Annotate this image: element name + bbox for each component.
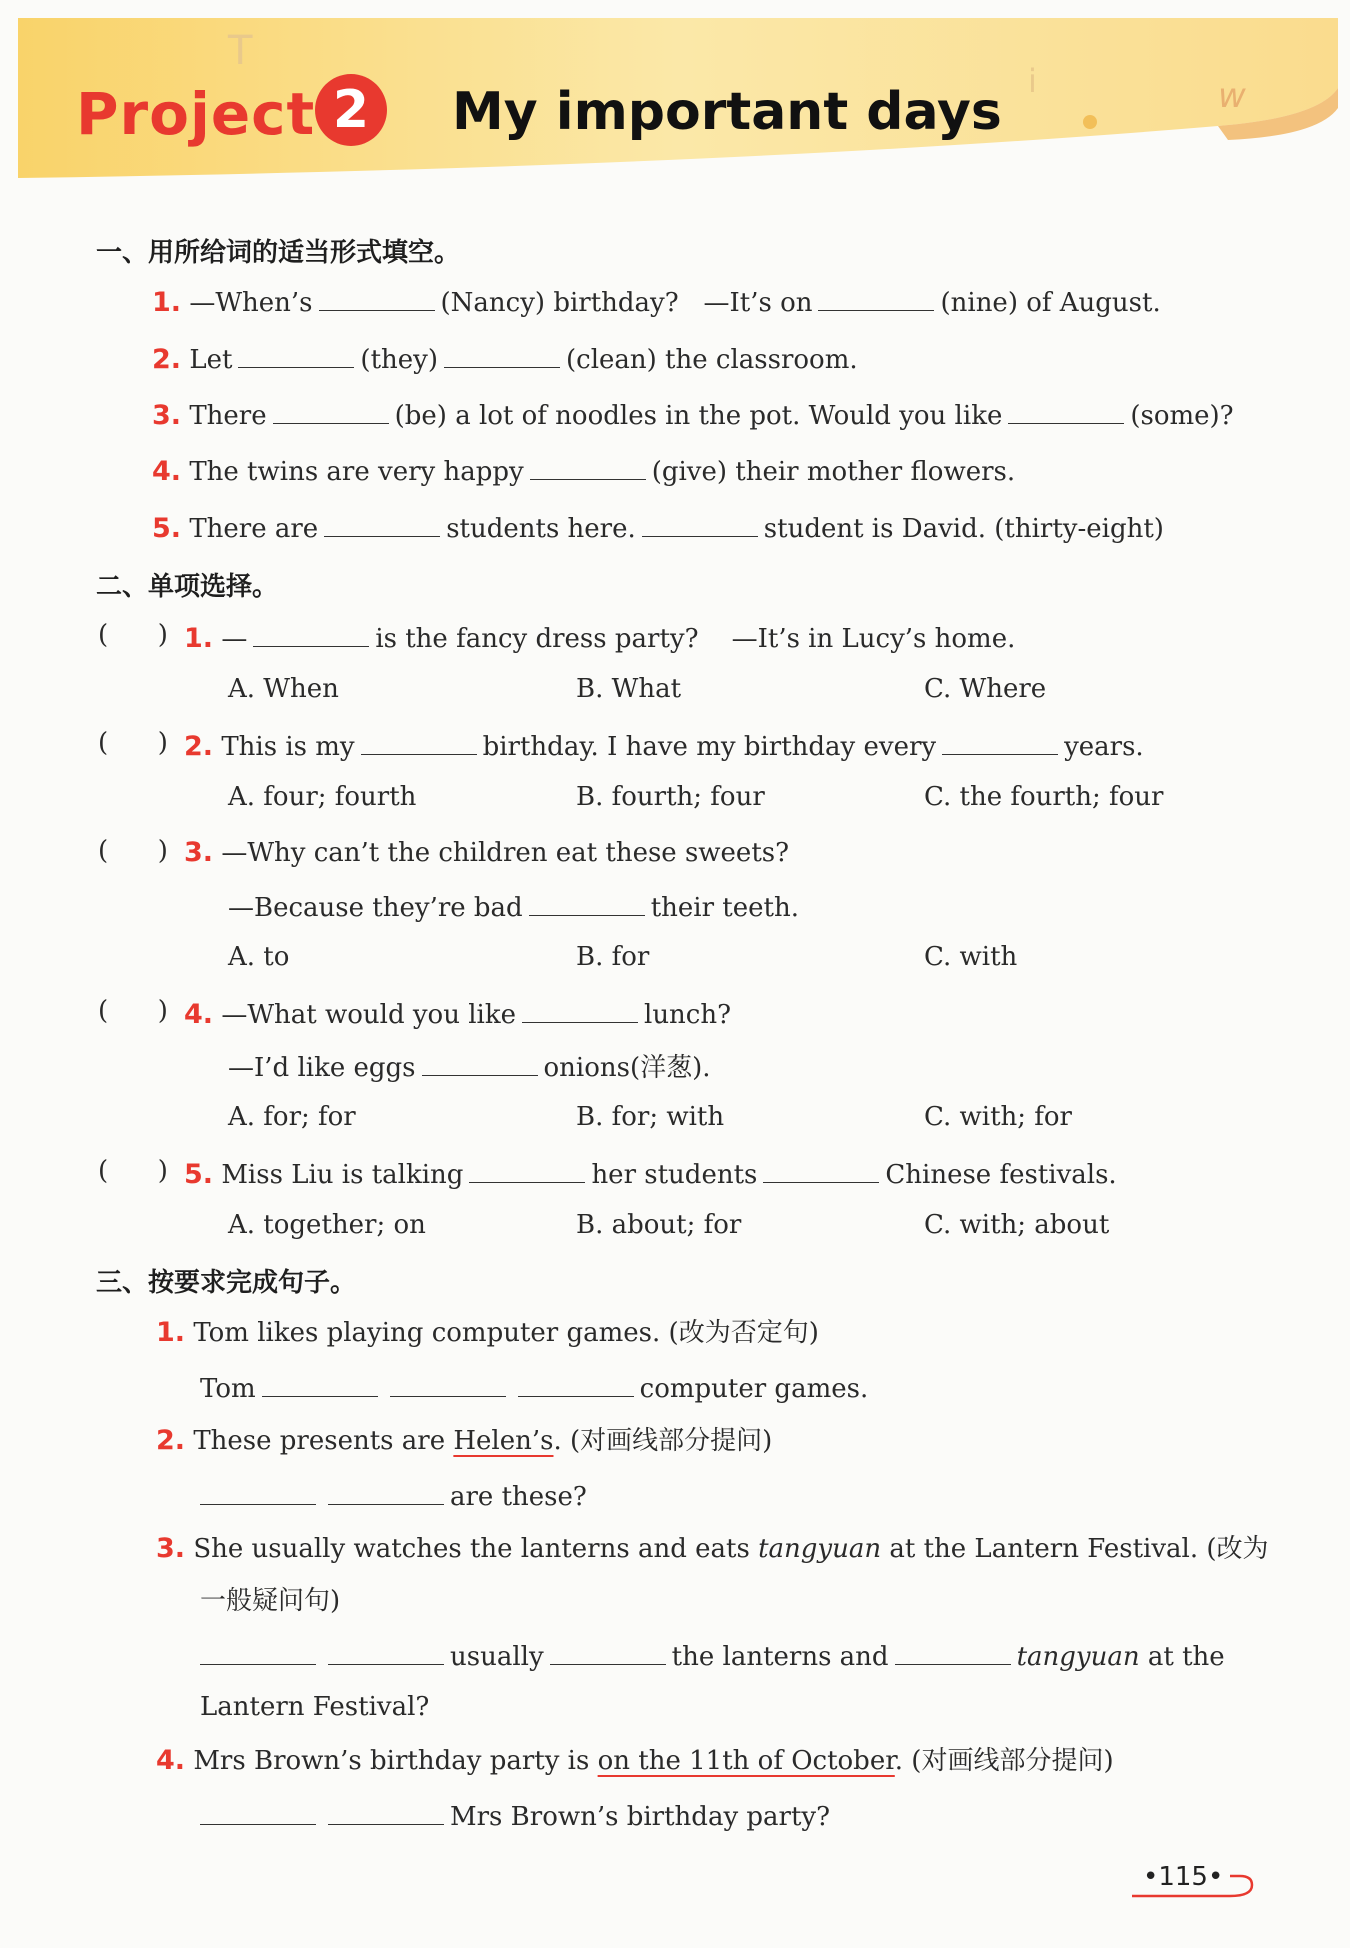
- answer-blank[interactable]: [200, 1638, 316, 1665]
- s3-item-3-answer-line2: Lantern Festival?: [200, 1692, 430, 1722]
- item-text: (give) their mother flowers.: [651, 457, 1016, 487]
- answer-blank[interactable]: [530, 453, 646, 480]
- item-text: student is David. (thirty-eight): [763, 514, 1164, 544]
- s3-item-3-line2: 一般疑问句): [200, 1586, 341, 1616]
- item-text: Let: [189, 345, 233, 375]
- answer-blank: [942, 728, 1058, 755]
- item-text: years.: [1064, 732, 1144, 762]
- item-text: The twins are very happy: [189, 457, 524, 487]
- s3-item-3: [156, 1532, 1269, 1566]
- section1-heading: 一、用所给词的适当形式填空。: [96, 238, 461, 268]
- item-text: Mrs Brown’s birthday party is: [193, 1746, 598, 1776]
- item-text: computer games.: [639, 1374, 869, 1404]
- answer-blank[interactable]: [895, 1638, 1011, 1665]
- answer-blank[interactable]: [324, 510, 440, 537]
- s2-q4: [184, 996, 731, 1032]
- option-a[interactable]: A. together; on: [228, 1210, 426, 1240]
- answer-blank[interactable]: [390, 1370, 506, 1397]
- item-text: her students: [591, 1160, 758, 1190]
- italic-text: tangyuan: [1016, 1642, 1140, 1672]
- decor-letter-t: T: [228, 28, 253, 74]
- answer-blank: [469, 1156, 585, 1183]
- s3-item-4: [156, 1744, 1114, 1778]
- option-c[interactable]: C. Where: [924, 674, 1047, 704]
- s3-item-3-answer: [194, 1638, 1225, 1674]
- item-text: Tom likes playing computer games. (改为否定句): [193, 1318, 819, 1348]
- answer-blank[interactable]: [262, 1370, 378, 1397]
- answer-blank: [763, 1156, 879, 1183]
- item-number: 2.: [184, 731, 214, 762]
- answer-blank: [529, 889, 645, 916]
- s2-q4-line2: [228, 1049, 711, 1085]
- answer-blank[interactable]: [642, 510, 758, 537]
- answer-blank[interactable]: [328, 1478, 444, 1505]
- item-number: 5.: [184, 1159, 214, 1190]
- item-text: —I’d like eggs: [228, 1053, 416, 1083]
- s1-item-3: [152, 397, 1234, 433]
- s2-q5: [184, 1156, 1117, 1192]
- option-b[interactable]: B. fourth; four: [576, 782, 765, 812]
- s1-item-2: [152, 341, 858, 377]
- answer-blank[interactable]: [1008, 397, 1124, 424]
- item-text: There: [189, 401, 267, 431]
- item-text: —Because they’re bad: [228, 893, 523, 923]
- answer-blank[interactable]: [273, 397, 389, 424]
- item-text: (they): [360, 345, 438, 375]
- item-text: at the: [1147, 1642, 1225, 1672]
- answer-paren[interactable]: ( ): [98, 1156, 168, 1186]
- option-c[interactable]: C. with; about: [924, 1210, 1110, 1240]
- item-text: (some)?: [1130, 401, 1234, 431]
- item-number: 5.: [152, 513, 182, 544]
- underlined-text: on the 11th of October: [597, 1746, 895, 1776]
- item-text: onions(洋葱).: [543, 1053, 711, 1083]
- option-a[interactable]: A. for; for: [228, 1102, 356, 1132]
- item-number: 1.: [152, 287, 182, 318]
- page-number: •115•: [1143, 1862, 1224, 1892]
- item-text: students here.: [446, 514, 636, 544]
- answer-paren[interactable]: ( ): [98, 728, 168, 758]
- item-text: This is my: [221, 732, 355, 762]
- answer-blank[interactable]: [200, 1798, 316, 1825]
- s3-item-2-answer: [194, 1478, 587, 1514]
- option-b[interactable]: B. for: [576, 942, 650, 972]
- answer-blank[interactable]: [238, 341, 354, 368]
- item-text: There are: [189, 514, 319, 544]
- italic-text: tangyuan: [758, 1534, 882, 1564]
- s1-item-1: [152, 284, 1161, 320]
- project-label: Project: [76, 80, 316, 148]
- project-number-badge: 2: [315, 74, 387, 146]
- decor-letter-i: i: [1028, 62, 1037, 100]
- answer-blank: [522, 996, 638, 1023]
- s1-item-5: [152, 510, 1164, 546]
- item-number: 3.: [156, 1533, 186, 1564]
- item-text: . (对画线部分提问): [894, 1746, 1114, 1776]
- item-number: 4.: [152, 456, 182, 487]
- answer-blank: [253, 620, 369, 647]
- answer-paren[interactable]: ( ): [98, 996, 168, 1026]
- s3-item-2: [156, 1424, 772, 1458]
- s2-q1: [184, 620, 1015, 656]
- section3-heading: 三、按要求完成句子。: [96, 1268, 357, 1298]
- item-text: at the Lantern Festival. (改为: [881, 1534, 1269, 1564]
- item-text: Chinese festivals.: [885, 1160, 1117, 1190]
- answer-blank[interactable]: [328, 1638, 444, 1665]
- page-corner-arrow-icon: [1130, 1872, 1260, 1902]
- item-number: 4.: [156, 1745, 186, 1776]
- option-c[interactable]: C. with; for: [924, 1102, 1072, 1132]
- item-text: (nine) of August.: [940, 288, 1161, 318]
- item-number: 3.: [152, 400, 182, 431]
- option-a[interactable]: A. four; fourth: [228, 782, 417, 812]
- answer-blank: [361, 728, 477, 755]
- item-text: —Why can’t the children eat these sweets?: [221, 838, 790, 868]
- item-text: their teeth.: [650, 893, 799, 923]
- item-text: (be) a lot of noodles in the pot. Would you like: [394, 401, 1003, 431]
- decor-letter-w: w: [1218, 76, 1246, 116]
- s3-item-1: [156, 1316, 819, 1350]
- s1-item-4: [152, 453, 1015, 489]
- item-number: 2.: [152, 344, 182, 375]
- item-number: 1.: [184, 623, 214, 654]
- option-c[interactable]: C. with: [924, 942, 1018, 972]
- answer-blank[interactable]: [328, 1798, 444, 1825]
- option-b[interactable]: B. for; with: [576, 1102, 725, 1132]
- answer-blank[interactable]: [518, 1370, 634, 1397]
- item-text: are these?: [450, 1482, 587, 1512]
- item-text: —What would you like: [221, 1000, 516, 1030]
- s3-item-4-answer: [194, 1798, 830, 1834]
- answer-blank: [422, 1049, 538, 1076]
- item-text: Mrs Brown’s birthday party?: [450, 1802, 831, 1832]
- item-text: the lanterns and: [671, 1642, 889, 1672]
- underlined-text: Helen’s: [453, 1426, 554, 1456]
- item-text: Tom: [200, 1374, 256, 1404]
- item-text: —When’s: [189, 288, 313, 318]
- item-text: —: [221, 624, 248, 654]
- answer-blank[interactable]: [550, 1638, 666, 1665]
- answer-paren[interactable]: ( ): [98, 620, 168, 650]
- item-number: 4.: [184, 999, 214, 1030]
- section2-heading: 二、单项选择。: [96, 572, 279, 602]
- answer-blank[interactable]: [319, 284, 435, 311]
- item-text: These presents are: [193, 1426, 454, 1456]
- item-text: —It’s in Lucy’s home.: [731, 624, 1016, 654]
- option-b[interactable]: B. about; for: [576, 1210, 742, 1240]
- answer-blank[interactable]: [200, 1478, 316, 1505]
- item-text: usually: [450, 1642, 544, 1672]
- answer-paren[interactable]: ( ): [98, 836, 168, 866]
- item-number: 2.: [156, 1425, 186, 1456]
- item-text: —It’s on: [703, 288, 813, 318]
- option-a[interactable]: A. When: [228, 674, 339, 704]
- option-b[interactable]: B. What: [576, 674, 682, 704]
- item-text: birthday. I have my birthday every: [482, 732, 937, 762]
- s3-item-1-answer: [200, 1370, 868, 1406]
- item-text: . (对画线部分提问): [553, 1426, 773, 1456]
- s2-q3-line2: [228, 889, 799, 925]
- item-text: is the fancy dress party?: [375, 624, 699, 654]
- item-number: 3.: [184, 837, 214, 868]
- item-text: (Nancy) birthday?: [440, 288, 679, 318]
- s2-q3: [184, 836, 789, 870]
- option-a[interactable]: A. to: [228, 942, 290, 972]
- option-c[interactable]: C. the fourth; four: [924, 782, 1164, 812]
- item-number: 1.: [156, 1317, 186, 1348]
- answer-blank[interactable]: [444, 341, 560, 368]
- page-title: My important days: [452, 82, 1002, 142]
- answer-blank[interactable]: [818, 284, 934, 311]
- s2-q2: [184, 728, 1144, 764]
- item-text: lunch?: [644, 1000, 732, 1030]
- item-text: Miss Liu is talking: [221, 1160, 464, 1190]
- item-text: (clean) the classroom.: [565, 345, 858, 375]
- item-text: She usually watches the lanterns and eats: [193, 1534, 759, 1564]
